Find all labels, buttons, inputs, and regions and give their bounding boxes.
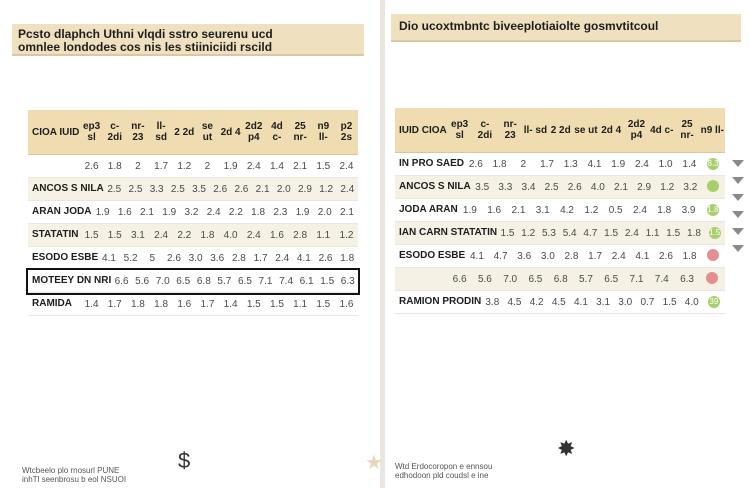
status-cell: [702, 180, 725, 195]
table-cell: 2.4: [632, 204, 647, 216]
table-cell: 1.7: [200, 298, 215, 310]
left-data-table: [28, 110, 358, 316]
table-cell: 2.0: [276, 183, 291, 195]
table-cell: 1.9: [295, 206, 310, 218]
table-cell: 2.4: [624, 227, 639, 239]
table-cell: 2.1: [511, 204, 526, 216]
table-cell: 6.6: [452, 273, 467, 285]
table-cell: 7.0: [503, 273, 518, 285]
brand-logo-icon: $: [178, 448, 191, 473]
table-row[interactable]: [395, 222, 725, 245]
table-cell: 3.5: [192, 183, 206, 195]
table-cell: 4.2: [529, 296, 544, 308]
table-cell: 1.5: [84, 229, 99, 241]
chevron-down-icon[interactable]: [732, 245, 744, 252]
table-cell: 1.3: [563, 158, 578, 170]
table-cell: 4.7: [493, 250, 508, 262]
table-cell: 5.6: [477, 273, 492, 285]
table-cell: 2.4: [246, 160, 261, 172]
left-footer-line2: inhTl seenbrosu b eol NSUOI: [22, 475, 127, 484]
table-cell: 4.7: [583, 227, 598, 239]
table-cell: 3.2: [683, 181, 698, 193]
right-footer-line2: edhodoon pld coudsl e ine: [395, 471, 489, 480]
status-badge: 1.8: [707, 205, 719, 214]
table-cell: 6.5: [604, 273, 619, 285]
left-table-body: [28, 155, 358, 316]
table-row[interactable]: [28, 293, 358, 316]
table-cell: 2: [520, 158, 527, 170]
table-cell: 1.6: [177, 298, 192, 310]
table-cell: 2: [135, 160, 141, 172]
table-cell: 2.4: [611, 250, 626, 262]
table-cell: 1.1: [293, 298, 308, 310]
table-cell: 2.5: [170, 183, 185, 195]
chevron-down-icon[interactable]: [732, 194, 744, 201]
status-cell: [704, 227, 725, 239]
right-header-cell[interactable]: 2d 4: [601, 124, 622, 136]
left-title-bar: [12, 24, 364, 54]
right-header-cell[interactable]: IUID CIOA: [399, 124, 447, 136]
table-cell: 2.6: [659, 250, 673, 262]
right-table-header: [395, 108, 725, 153]
status-cell: [701, 249, 725, 264]
chevron-down-icon[interactable]: [732, 160, 744, 167]
table-cell: 7.0: [155, 275, 170, 287]
table-cell: 2.0: [317, 206, 332, 218]
table-cell: 1.9: [611, 158, 626, 170]
row-label: ANCOS S NILA: [32, 183, 104, 194]
table-cell: 4.1: [587, 158, 602, 170]
table-cell: 1.7: [154, 160, 169, 172]
table-cell: 0.5: [608, 204, 623, 216]
left-header-cell[interactable]: ep3 sl: [82, 121, 101, 143]
table-cell: 4.2: [560, 204, 574, 216]
table-cell: 2.1: [255, 183, 270, 195]
table-cell: 1.7: [588, 250, 603, 262]
table-cell: 4.1: [296, 252, 311, 264]
left-footer-line1: Wtcbeelo plo rnosurl PUNE: [22, 466, 120, 475]
table-cell: 2.1: [140, 206, 154, 218]
table-cell: 3.5: [475, 181, 490, 193]
table-cell: 3.4: [521, 181, 536, 193]
right-table-body: [395, 153, 725, 314]
table-row[interactable]: [395, 245, 725, 268]
left-header-cell[interactable]: 4d c-: [271, 121, 283, 143]
table-cell: 2.2: [177, 229, 192, 241]
table-cell: 5: [149, 252, 156, 264]
table-cell: 4.1: [635, 250, 650, 262]
table-cell: 2.4: [634, 158, 649, 170]
right-panel: [385, 0, 750, 488]
table-cell: 2.1: [293, 160, 308, 172]
table-cell: 1.9: [462, 204, 477, 216]
table-cell: 6.6: [114, 275, 129, 287]
table-cell: 5.2: [123, 252, 138, 264]
table-cell: 1.9: [223, 160, 238, 172]
right-header-cell[interactable]: n9 ll-: [700, 124, 724, 136]
table-cell: 6.3: [680, 273, 694, 285]
status-badge: 1.5: [709, 228, 721, 237]
row-label: ANCOS S NILA: [399, 181, 471, 192]
table-cell: 1.2: [177, 160, 192, 172]
left-title-line1: Pcsto dlaphch Uthni vlqdi sstro seurenu ucd: [18, 27, 273, 41]
right-title-bar: [391, 14, 741, 40]
table-cell: 4.5: [507, 296, 522, 308]
table-cell: 4.1: [573, 296, 588, 308]
table-row[interactable]: [28, 201, 358, 224]
table-cell: 1.6: [487, 204, 502, 216]
table-cell: 1.7: [540, 158, 554, 170]
table-cell: 2.3: [273, 206, 288, 218]
table-cell: 3.8: [485, 296, 500, 308]
table-row[interactable]: [28, 224, 358, 247]
table-cell: 4.0: [223, 229, 238, 241]
table-cell: 2: [204, 160, 211, 172]
table-cell: 2.5: [544, 181, 559, 193]
status-cell: [701, 158, 725, 170]
table-cell: 1.2: [584, 204, 599, 216]
table-cell: 3.0: [540, 250, 555, 262]
table-cell: 1.4: [223, 298, 238, 310]
table-cell: 6.8: [553, 273, 568, 285]
table-cell: 3.9: [681, 204, 696, 216]
table-cell: 1.8: [107, 160, 122, 172]
table-cell: 6.5: [176, 275, 191, 287]
table-cell: 1.8: [687, 227, 701, 239]
table-row[interactable]: [395, 153, 725, 176]
table-row[interactable]: [28, 155, 358, 178]
table-cell: 4.0: [590, 181, 605, 193]
table-cell: 1.6: [339, 298, 354, 310]
table-cell: 2.2: [228, 206, 243, 218]
table-cell: 2.4: [246, 229, 261, 241]
row-label: ESODO ESBE: [32, 252, 99, 263]
table-cell: 7.4: [279, 275, 294, 287]
left-header-cell[interactable]: n9 ll-: [317, 121, 330, 143]
status-badge: [706, 272, 718, 284]
right-header-cell[interactable]: c- 2di: [477, 119, 493, 141]
right-header-cell[interactable]: nr- 23: [503, 119, 517, 141]
table-cell: 1.8: [251, 206, 266, 218]
right-data-table: [395, 108, 725, 314]
right-header-cell[interactable]: 25 nr-: [680, 119, 694, 141]
table-row[interactable]: [28, 247, 358, 270]
table-cell: 1.5: [604, 227, 619, 239]
table-cell: 6.1: [299, 275, 314, 287]
left-header-cell[interactable]: ll- sd: [155, 121, 167, 143]
table-cell: 1.8: [682, 250, 697, 262]
table-cell: 7.1: [258, 275, 273, 287]
right-header-cell[interactable]: 2 2d: [550, 124, 571, 136]
table-cell: 5.4: [562, 227, 577, 239]
left-title-line2: omnlee londodes cos nis les stiiniciidi rscild: [18, 40, 273, 54]
table-cell: 3.0: [618, 296, 633, 308]
table-cell: 1.2: [339, 229, 354, 241]
right-footer: [395, 462, 492, 480]
table-cell: 5.3: [541, 227, 556, 239]
table-cell: 2.6: [234, 183, 249, 195]
table-cell: 1.4: [270, 160, 284, 172]
table-cell: 1.1: [316, 229, 331, 241]
table-cell: 2.6: [213, 183, 228, 195]
table-cell: 1.2: [319, 183, 334, 195]
table-cell: 1.5: [270, 298, 284, 310]
table-cell: 2.1: [614, 181, 628, 193]
table-cell: 6.3: [340, 275, 355, 287]
status-badge: 8.3: [707, 159, 719, 168]
table-row[interactable]: [28, 270, 358, 293]
table-cell: 2.5: [128, 183, 143, 195]
table-cell: 2.6: [84, 160, 99, 172]
right-header-cell[interactable]: se ut: [574, 124, 598, 136]
table-cell: 1.5: [500, 227, 515, 239]
status-badge: [707, 249, 719, 261]
table-cell: 2.6: [468, 158, 483, 170]
status-cell: [700, 272, 725, 287]
right-footer-line1: Wtd Erdocoropon e ennsou: [395, 462, 493, 471]
table-cell: 1.1: [645, 227, 660, 239]
table-cell: 3.3: [149, 183, 164, 195]
table-cell: 1.5: [107, 229, 122, 241]
status-badge: [707, 180, 719, 192]
table-cell: 6.5: [528, 273, 543, 285]
row-label: ESODO ESBE: [399, 250, 466, 261]
table-cell: 1.5: [320, 275, 335, 287]
table-cell: 1.8: [154, 298, 169, 310]
table-cell: 1.2: [660, 181, 675, 193]
table-cell: 1.2: [521, 227, 536, 239]
table-row[interactable]: [395, 176, 725, 199]
left-header-cell[interactable]: c- 2di: [107, 121, 122, 143]
table-cell: 2.8: [564, 250, 579, 262]
table-cell: 1.8: [130, 298, 145, 310]
table-cell: 4.1: [470, 250, 484, 262]
table-cell: 3.6: [517, 250, 532, 262]
table-cell: 3.1: [130, 229, 145, 241]
table-cell: 2.6: [166, 252, 181, 264]
table-cell: 1.5: [662, 296, 677, 308]
left-header-cell[interactable]: nr- 23: [131, 121, 145, 143]
table-cell: 1.6: [270, 229, 284, 241]
table-cell: 1.8: [492, 158, 507, 170]
table-row[interactable]: [395, 268, 725, 291]
table-cell: 5.7: [217, 275, 232, 287]
table-cell: 1.4: [84, 298, 99, 310]
table-cell: 1.8: [657, 204, 672, 216]
table-cell: 1.5: [316, 160, 331, 172]
table-cell: 1.8: [340, 252, 355, 264]
table-cell: 4.1: [102, 252, 116, 264]
table-cell: 2.8: [293, 229, 308, 241]
table-cell: 1.8: [200, 229, 215, 241]
table-cell: 3.1: [596, 296, 611, 308]
table-cell: 1.9: [95, 206, 110, 218]
row-label: IN PRO SAED: [399, 158, 465, 169]
table-cell: 3.6: [210, 252, 225, 264]
table-cell: 2.4: [206, 206, 221, 218]
table-cell: 2.4: [275, 252, 290, 264]
left-table-header: [28, 110, 358, 155]
table-cell: 1.5: [246, 298, 261, 310]
table-cell: 6.5: [237, 275, 252, 287]
table-cell: 0.7: [640, 296, 655, 308]
table-cell: 1.5: [666, 227, 681, 239]
left-header-cell[interactable]: se ut: [201, 121, 213, 143]
chevron-down-icon[interactable]: [732, 228, 744, 235]
status-cell: [701, 204, 725, 216]
table-row[interactable]: [28, 178, 358, 201]
table-cell: 2.9: [298, 183, 312, 195]
table-cell: 2.6: [567, 181, 582, 193]
table-cell: 2.4: [339, 160, 354, 172]
table-cell: 1.4: [682, 158, 697, 170]
table-cell: 5.7: [579, 273, 593, 285]
row-label: MOTEEY DN NRI: [32, 275, 112, 286]
table-row[interactable]: [395, 291, 725, 314]
status-cell: [703, 296, 725, 308]
table-cell: 2.6: [318, 252, 333, 264]
row-label: STATATIN: [32, 229, 79, 240]
table-cell: 1.6: [117, 206, 132, 218]
right-header-cell[interactable]: 4d c-: [650, 124, 674, 136]
row-label: RAMION PRODIN: [399, 296, 482, 307]
left-header-cell[interactable]: 2d2 p4: [245, 121, 263, 143]
row-label: ARAN JODA: [32, 206, 92, 217]
right-header-cell[interactable]: ep3 sl: [451, 119, 469, 141]
table-cell: 5.6: [135, 275, 150, 287]
table-cell: 3.0: [188, 252, 203, 264]
chevron-down-icon[interactable]: [732, 177, 744, 184]
table-cell: 2.9: [637, 181, 652, 193]
table-cell: 3.3: [498, 181, 513, 193]
left-header-cell[interactable]: p2 2s: [340, 121, 353, 143]
right-title: Dio ucoxtmbntc biveeplotiaiolte gosmvtitcoul: [399, 19, 659, 33]
table-cell: 4.0: [684, 296, 699, 308]
table-cell: 6.8: [196, 275, 211, 287]
table-cell: 2.4: [340, 183, 355, 195]
table-cell: 1.5: [316, 298, 331, 310]
award-badge-icon: ✸: [557, 436, 576, 461]
right-row-arrows: [732, 150, 744, 262]
table-cell: 2.4: [154, 229, 169, 241]
table-cell: 3.1: [535, 204, 550, 216]
left-header-cell[interactable]: CIOA IUID: [32, 126, 80, 138]
table-cell: 3.2: [184, 206, 199, 218]
table-cell: 1.7: [253, 252, 268, 264]
right-header-cell[interactable]: 2d2 p4: [627, 119, 646, 141]
star-icon: ★: [365, 452, 383, 474]
table-cell: 1.7: [107, 298, 122, 310]
table-cell: 2.5: [107, 183, 122, 195]
table-cell: 1.0: [658, 158, 673, 170]
table-cell: 7.4: [654, 273, 669, 285]
right-header-cell[interactable]: ll- sd: [523, 124, 548, 136]
left-footer: [22, 466, 126, 484]
left-header-cell[interactable]: 25 nr-: [293, 121, 307, 143]
table-cell: 7.1: [629, 273, 644, 285]
table-row[interactable]: [395, 199, 725, 222]
table-cell: 4.5: [551, 296, 566, 308]
row-label: RAMIDA: [32, 298, 72, 309]
chevron-down-icon[interactable]: [732, 211, 744, 218]
row-label: IAN CARN STATATIN: [399, 227, 498, 238]
table-cell: 2.1: [340, 206, 354, 218]
table-cell: 2.8: [231, 252, 246, 264]
left-header-cell[interactable]: 2 2d: [174, 126, 195, 138]
row-label: JODA ARAN: [399, 204, 458, 215]
left-header-cell[interactable]: 2d 4: [220, 126, 241, 138]
table-cell: 1.9: [162, 206, 177, 218]
status-badge: 39: [709, 297, 719, 306]
